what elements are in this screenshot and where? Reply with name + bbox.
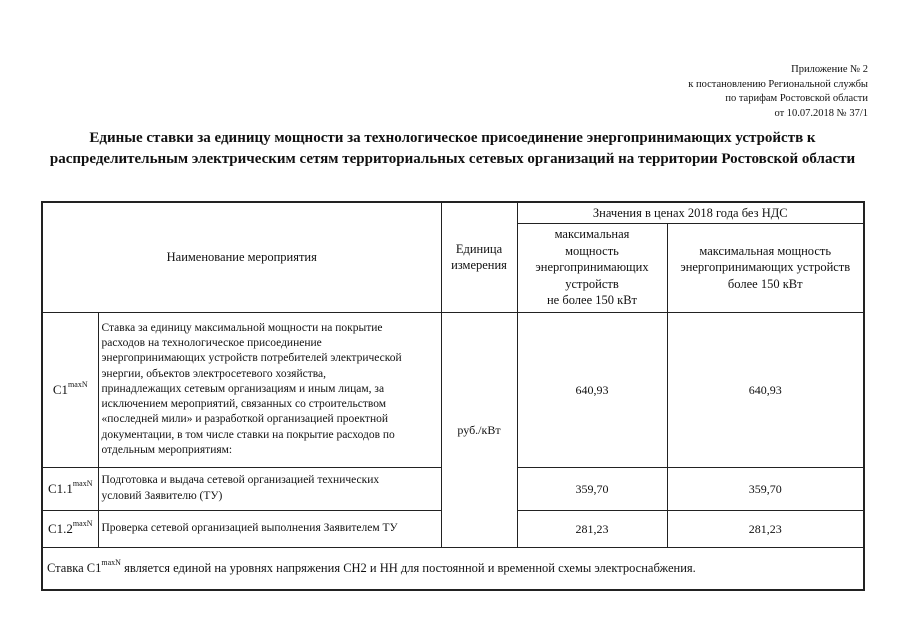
- table-row: [42, 312, 864, 467]
- row-desc-line: Проверка сетевой организацией выполнения Заявителем ТУ: [101, 521, 398, 534]
- row-desc-line: условий Заявителю (ТУ): [101, 489, 223, 502]
- value-up-to-150: 640,93: [517, 312, 667, 467]
- rates-table: [41, 201, 865, 591]
- row-code: [42, 510, 98, 547]
- appendix-issuer: к постановлению Региональной службы: [688, 78, 868, 90]
- note-row: [42, 547, 864, 590]
- row-code-text: С1.1: [48, 480, 73, 496]
- header-prices: Значения в ценах 2018 года без НДС: [517, 202, 864, 223]
- header-col1-line4: устройств: [565, 276, 619, 291]
- appendix-reference: [688, 63, 868, 121]
- title-line-1: Единые ставки за единицу мощности за технологическое присоединение энергопринимающих устройств к: [89, 130, 816, 146]
- row-description: [98, 467, 441, 510]
- row-code: [42, 312, 98, 467]
- row-desc-line: Подготовка и выдача сетевой организацией технических: [101, 474, 380, 487]
- value-over-150: 359,70: [667, 467, 864, 510]
- appendix-date: от 10.07.2018 № 37/1: [774, 107, 868, 119]
- row-code-text: С1.2: [48, 520, 73, 536]
- note-text: является единой на уровнях напряжения СН2 и НН для постоянной и временной схемы электроснабжения.: [120, 561, 696, 576]
- header-col2-line2: энергопринимающих устройств: [680, 260, 851, 275]
- note: [42, 547, 864, 590]
- appendix-number: Приложение № 2: [791, 64, 868, 75]
- row-desc-line: отдельным мероприятиям:: [101, 444, 233, 457]
- row-desc-line: Ставка за единицу максимальной мощности на покрытие: [101, 321, 383, 334]
- row-desc-line: энергопринимающих устройств потребителей электрической: [101, 352, 402, 365]
- row-desc-line: энергии, объектов электросетевого хозяйства,: [101, 367, 326, 380]
- note-prefix: Ставка С1: [47, 561, 102, 576]
- header-col2-line1: максимальная мощность: [699, 243, 832, 258]
- row-desc-line: расходов на технологическое присоединение: [101, 336, 322, 349]
- value-over-150: 640,93: [667, 312, 864, 467]
- header-unit-line2: измерения: [451, 258, 507, 273]
- note-sup: maxN: [101, 558, 121, 568]
- header-col1-line5: не более 150 кВт: [546, 293, 637, 308]
- row-desc-line: принадлежащих сетевым организациям и иным лицам, за: [101, 382, 385, 395]
- row-description: [98, 510, 441, 547]
- header-col1-line3: энергопринимающих: [535, 260, 649, 275]
- row-desc-line: документации, в том числе ставки на покрытие расходов по: [101, 428, 395, 441]
- document-title: [0, 128, 905, 170]
- row-description: [98, 312, 441, 467]
- row-code-sup: maxN: [68, 379, 88, 389]
- header-unit-line1: Единица: [455, 242, 503, 257]
- row-desc-line: исключением мероприятий, связанных со строительством: [101, 398, 387, 411]
- row-code-sup: maxN: [72, 518, 93, 528]
- value-over-150: 281,23: [667, 510, 864, 547]
- value-up-to-150: 359,70: [517, 467, 667, 510]
- header-col2-line3: более 150 кВт: [727, 276, 803, 291]
- header-col-up-to-150: [517, 223, 667, 312]
- header-name: Наименование мероприятия: [42, 202, 441, 312]
- row-code-sup: maxN: [72, 478, 93, 488]
- header-unit: [441, 202, 517, 312]
- unit-cell: руб./кВт: [441, 312, 517, 547]
- value-up-to-150: 281,23: [517, 510, 667, 547]
- row-code: [42, 467, 98, 510]
- title-line-2: распределительным электрическим сетям территориальных сетевых организаций на территории Ростовской области: [49, 151, 856, 167]
- header-col1-line2: мощность: [565, 243, 619, 258]
- appendix-issuer-region: по тарифам Ростовской области: [725, 93, 868, 104]
- header-row-top: [42, 202, 864, 223]
- header-col1-line1: максимальная: [554, 227, 630, 242]
- row-desc-line: «последней мили» и разработкой организацией проектной: [101, 413, 389, 426]
- header-col-over-150: [667, 223, 864, 312]
- row-code-text: С1: [52, 381, 69, 397]
